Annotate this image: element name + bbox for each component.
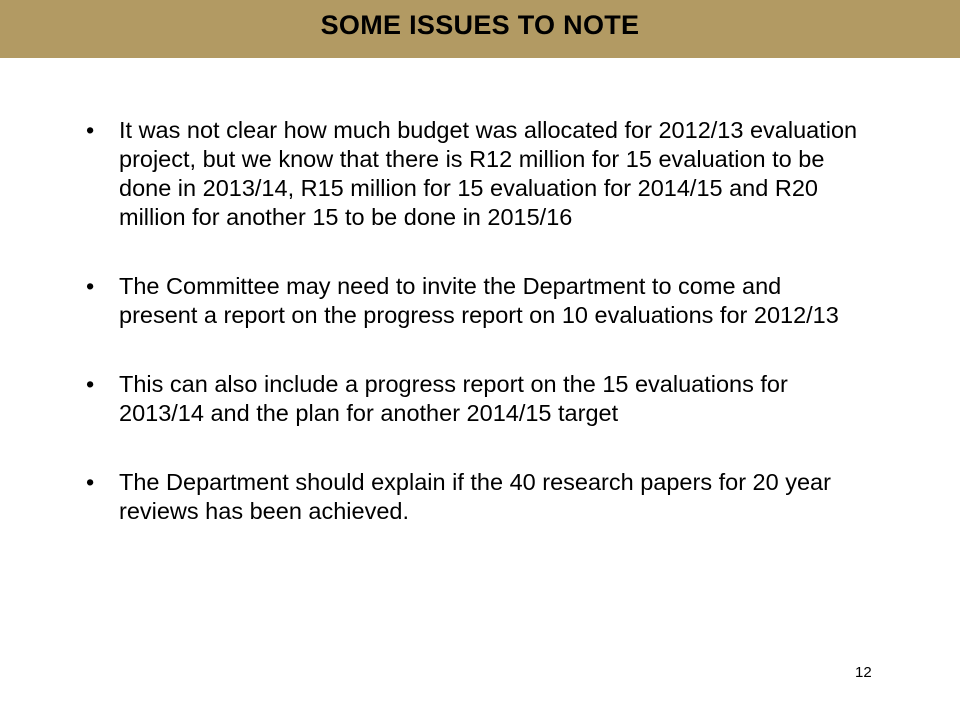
bullet-list (86, 116, 866, 566)
bullet-item-budget: • It was not clear how much budget was allocated for 2012/13 evaluation project, but we know that there is R12 million for 15 evaluation to be done in 2013/14, R15 million for 15 evaluation for 2014/15 and R20 million for another 15 to be done in 2015/16 (86, 116, 866, 232)
slide-title: SOME ISSUES TO NOTE (320, 10, 640, 40)
bullet-item-committee: • The Committee may need to invite the Department to come and present a report on the progress report on 10 evaluations for 2012/13 (86, 272, 866, 330)
page-number: 12 (855, 664, 872, 681)
bullet-item-progress: • This can also include a progress report on the 15 evaluations for 2013/14 and the plan for another 2014/15 target (86, 370, 866, 428)
bullet-item-research: • The Department should explain if the 40 research papers for 20 year reviews has been achieved. (86, 468, 866, 526)
title-bar (0, 0, 960, 58)
